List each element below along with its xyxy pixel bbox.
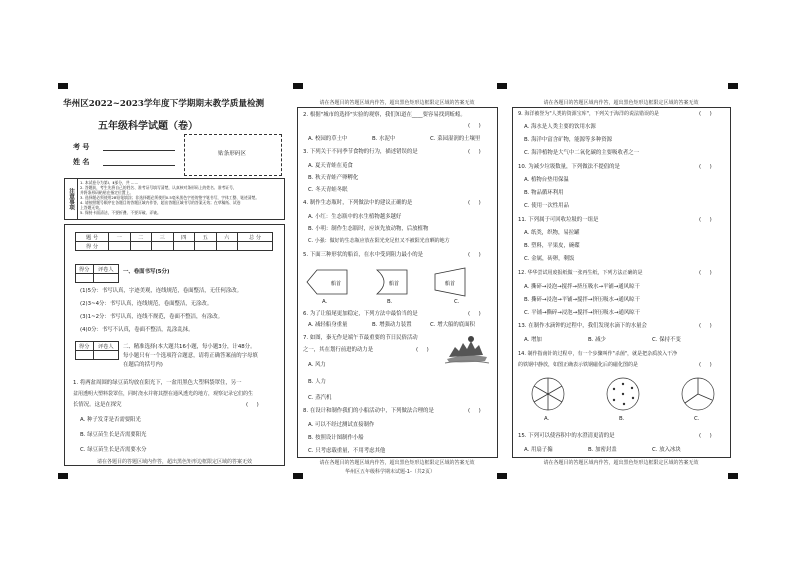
exam-no-field[interactable] bbox=[103, 150, 175, 151]
q10-stem: 10. 为减少垃圾数量，下列做法不提倡的是 bbox=[518, 164, 620, 170]
score-cell[interactable] bbox=[216, 242, 238, 251]
notes-heading: 注意事项 bbox=[65, 179, 78, 219]
q9-option: C. 海洋植物是大气中二氧化碳的主要吸收者之一 bbox=[524, 150, 640, 156]
q14-diagram-b bbox=[607, 378, 639, 410]
q3-option: B. 秋天青蛙产卵孵化 bbox=[308, 175, 359, 181]
barcode-label: 贴条形码区 bbox=[218, 151, 246, 157]
q5-option: C. bbox=[454, 299, 460, 305]
q1-option: C. 绿豆苗生长是否需要水分 bbox=[80, 447, 147, 453]
q15-option: B. 加密封盖 bbox=[588, 447, 617, 453]
registration-mark bbox=[58, 473, 68, 479]
grader-reviewer-label: 评卷人 bbox=[93, 342, 119, 351]
notes-line: 5. 保持卡面清洁，不要折叠、不要弄破、弄皱。 bbox=[80, 210, 161, 215]
q11-option: A. 纸类，织物，易拉罐 bbox=[524, 230, 580, 236]
q10-answer-paren[interactable]: ( ) bbox=[699, 164, 712, 170]
q14-stem: 的铁钢中静放，如图正确表示铁钢磁化后的磁化图的是 bbox=[518, 362, 639, 368]
q12-option: A. 撕碎→浸泡→搅拌→挤压吸水→平铺→通风晾干 bbox=[524, 284, 640, 290]
score-cell[interactable] bbox=[195, 242, 217, 251]
q6-option: C. 增大船的底面积 bbox=[430, 322, 475, 328]
q2-option: B. 水泥中 bbox=[372, 136, 396, 142]
q14-option: C. bbox=[694, 416, 700, 422]
q15-option: C. 放入冰块 bbox=[652, 447, 681, 453]
q5-option: B. bbox=[387, 299, 393, 305]
registration-mark bbox=[58, 83, 68, 89]
q8-answer-paren[interactable]: ( ) bbox=[468, 408, 481, 414]
q10-option: B. 物品循环利用 bbox=[524, 190, 564, 196]
score-cell[interactable] bbox=[238, 242, 273, 251]
q1-stem: 长情况。这是在探究 bbox=[73, 402, 122, 408]
q1-option: A. 种子发芽是否需要阳光 bbox=[80, 417, 141, 423]
boundary-notice: 请在各题目的答题区域内作答，超出黑色矩形边框限定区域的答案无效 bbox=[543, 100, 699, 106]
q15-option: A. 用扇子搧 bbox=[524, 447, 553, 453]
score-cell[interactable] bbox=[130, 242, 152, 251]
section2-title: 二、精准选择(本大题共16小题，每小题3分，计48分。 bbox=[123, 344, 256, 350]
grader-reviewer-cell[interactable] bbox=[93, 351, 119, 360]
q11-option: B. 塑料，平果皮，碗碟 bbox=[524, 243, 580, 249]
q7-dragon-boat-image bbox=[445, 333, 489, 365]
section1-item: (4)0分：书写不认真，卷面不整洁，乱涂乱抹。 bbox=[80, 327, 194, 333]
name-field[interactable] bbox=[103, 165, 175, 166]
q5-bow-label-c: 船首 bbox=[445, 281, 456, 287]
q4-option: B. 小明：制作生态瓶时，应该先放动物，后放植物 bbox=[308, 226, 429, 232]
q6-stem: 6. 为了让船尾更加稳定，下列方法中最恰当的是 bbox=[303, 311, 418, 317]
q7-stem: 之一，其在划行前进的动力是 bbox=[303, 347, 374, 353]
q13-option: C. 保持不变 bbox=[652, 337, 681, 343]
q14-stem: 14. 制作指南针的过程中，有一个步骤叫作"杀菌"，就是把杂质放入干净 bbox=[518, 351, 678, 357]
q12-option: B. 撕碎→浸泡→平铺→搅拌→挤压吸水→通风晾干 bbox=[524, 297, 640, 303]
q2-option: C. 菜园湿润的土壤里 bbox=[430, 136, 481, 142]
barcode-area bbox=[184, 134, 282, 176]
registration-mark bbox=[728, 473, 738, 479]
q9-option: B. 海洋中富含矿物，能源等多种资源 bbox=[524, 137, 612, 143]
q3-option: A. 夏天青蛙在觅食 bbox=[308, 163, 353, 169]
score-cell[interactable] bbox=[173, 242, 195, 251]
q12-stem: 12. 华华尝试用废报纸做一张再生纸，下列方法正确的是 bbox=[518, 270, 643, 276]
subject-title: 五年级科学试题（卷） bbox=[98, 121, 198, 132]
q13-answer-paren[interactable]: ( ) bbox=[699, 323, 712, 329]
q2-answer-paren[interactable]: ( ) bbox=[468, 123, 481, 129]
q9-stem: 9. 海洋被誉为"人类的资源宝库"，下列关于海洋的说法错误的是 bbox=[518, 111, 659, 117]
grader-box bbox=[75, 264, 119, 283]
q14-option: A. bbox=[544, 416, 550, 422]
score-table-header: 四 bbox=[173, 233, 195, 242]
q15-answer-paren[interactable]: ( ) bbox=[699, 433, 712, 439]
q13-stem: 13. 在制作水滴钟的过程中，我们发现水滴下的水量会 bbox=[518, 323, 647, 329]
page-footer: 华州区五年级科学期末试题-1-（共2页） bbox=[345, 469, 435, 475]
q12-answer-paren[interactable]: ( ) bbox=[699, 270, 712, 276]
score-table-header: 二 bbox=[130, 233, 152, 242]
q11-answer-paren[interactable]: ( ) bbox=[699, 217, 712, 223]
registration-mark bbox=[728, 83, 738, 89]
q7-stem: 7. 如图，秦无作是端午节最重要的节日民俗活动 bbox=[303, 335, 418, 341]
q14-option: B. bbox=[619, 416, 625, 422]
notes-line: 2. 答题前，考生先将自己的姓名、准考证号填写清楚，认真核对条形码上的姓名、准考证号， bbox=[80, 185, 237, 190]
q6-option: A. 减轻船身重量 bbox=[308, 322, 348, 328]
q7-option: B. 人力 bbox=[308, 379, 326, 385]
q1-option: B. 绿豆苗生长是否需要阳光 bbox=[80, 432, 147, 438]
grader-box bbox=[75, 341, 119, 360]
q11-stem: 11. 下列属于可回收垃圾的一组是 bbox=[518, 217, 599, 223]
q8-stem: 8. 在设计和制作我们的小船活动中，下列做法合理的是 bbox=[303, 408, 434, 414]
q5-answer-paren[interactable]: ( ) bbox=[468, 252, 481, 258]
boundary-notice: 请在各题目的答题区域内作答，超出黑色矩形边框限定区域的答案无效 bbox=[319, 460, 475, 466]
name-label: 姓 名 bbox=[73, 158, 90, 166]
boundary-notice: 请在各题目的答题区域内作答，超出黑色矩形边框限定区域的答案无效 bbox=[96, 459, 252, 465]
score-table-header: 五 bbox=[195, 233, 217, 242]
score-table-header: 三 bbox=[152, 233, 174, 242]
q8-option: A. 可以不经过测试直接制作 bbox=[308, 422, 375, 428]
q4-stem: 4. 制作生态瓶时，下列做法中的建议正确的是 bbox=[303, 200, 413, 206]
score-table-header: 六 bbox=[216, 233, 238, 242]
notes-line: 3. 选择题必须使用2B铅笔填涂；非选择题必须使用0.5毫米黑色字迹的签字笔书写，字体工整、笔迹清楚。 bbox=[80, 195, 260, 200]
registration-mark bbox=[497, 83, 507, 89]
notes-line: 4. 请按照题号顺序在各题目的答题区域内作答，超出答题区域书写的答案无效；在草稿纸、试卷 bbox=[80, 200, 241, 205]
q15-stem: 15. 下列可以使容积中的水澄清更清的是 bbox=[518, 433, 615, 439]
grader-score-label: 得分 bbox=[76, 265, 94, 274]
q7-option: C. 蒸汽机 bbox=[308, 395, 332, 401]
score-cell[interactable] bbox=[109, 242, 131, 251]
section2-title-cont: 在题后的括号内) bbox=[123, 362, 163, 368]
q8-option: C. 只考虑载重量，不用考虑其他 bbox=[308, 448, 386, 454]
score-table bbox=[75, 232, 273, 251]
score-table-header: 一 bbox=[109, 233, 131, 242]
q10-option: A. 植物台垫用保温 bbox=[524, 177, 569, 183]
q6-answer-paren[interactable]: ( ) bbox=[468, 311, 481, 317]
registration-mark bbox=[293, 83, 303, 89]
q10-option: C. 使用一次性用品 bbox=[524, 203, 569, 209]
q7-option: A. 风力 bbox=[308, 362, 326, 368]
q14-diagram-c bbox=[682, 378, 714, 410]
registration-mark bbox=[293, 473, 303, 479]
q3-option: C. 冬天青蛙冬眠 bbox=[308, 187, 348, 193]
q1-stem: 1. 将两盆周围的绿豆苗均放在阳光下，一盆用黑色大塑料袋罩住，另一 bbox=[73, 380, 242, 386]
q12-option: C. 平铺→撕碎→浸泡→搅拌→挤压吸水→通风晾干 bbox=[524, 310, 641, 316]
q14-magnet-diagrams bbox=[528, 374, 718, 414]
registration-mark bbox=[497, 473, 507, 479]
score-table-row-label: 得 分 bbox=[76, 242, 109, 251]
q9-answer-paren[interactable]: ( ) bbox=[699, 111, 712, 117]
q2-stem: 2. 根据"城市的选择"实验的观察，我们知道在____要容易找到蚯蚓。 bbox=[303, 112, 466, 118]
grader-reviewer-label: 评卷人 bbox=[93, 265, 119, 274]
score-table-header: 总 分 bbox=[238, 233, 273, 242]
q11-option: C. 金属，砖卵，剩饭 bbox=[524, 256, 575, 262]
section1-item: (3)1~2分：书写认真，连线不规范，卷面不整洁，有涂改。 bbox=[80, 314, 223, 320]
q7-answer-paren[interactable]: ( ) bbox=[416, 347, 429, 353]
q5-ship-bow-figures bbox=[305, 264, 485, 300]
notes-line: 并将条形码粘贴在指定位置上。 bbox=[80, 190, 134, 195]
q6-option: B. 增强动力装置 bbox=[372, 322, 412, 328]
q1-stem: 盆用透明大塑料袋罩住，同时浇水并将其摆在通风透光的地方，观察记录它们的生 bbox=[73, 391, 254, 397]
q1-answer-paren[interactable]: ( ) bbox=[246, 402, 259, 408]
q5-bow-label-b: 船首 bbox=[389, 281, 400, 287]
grader-score-cell[interactable] bbox=[76, 351, 94, 360]
q5-stem: 5. 下面三种形状的船首，在水中受到阻力最小的是 bbox=[303, 252, 424, 258]
section2-title-cont: 每小题只有一个选项符合题意，请将正确答案前的字母填 bbox=[123, 353, 258, 359]
q14-diagram-a bbox=[532, 378, 564, 410]
q13-option: A. 增加 bbox=[524, 337, 542, 343]
q5-bow-label-a: 船首 bbox=[331, 281, 342, 287]
q14-answer-paren[interactable]: ( ) bbox=[699, 362, 712, 368]
notes-line: 上答题无效。 bbox=[80, 205, 103, 210]
q4-option: A. 小红：生态瓶中的水生植物越多越好 bbox=[308, 214, 402, 220]
grader-score-label: 得分 bbox=[76, 342, 94, 351]
section1-item: (2)3~4分：书写认真，连线规范，卷面整洁，无涂改。 bbox=[80, 301, 213, 307]
q2-option: A. 校园的草土中 bbox=[308, 136, 348, 142]
score-cell[interactable] bbox=[152, 242, 174, 251]
section1-title: 一、卷面书写(5分) bbox=[123, 269, 170, 275]
q4-option: C. 小强：做好的生态瓶应放在阳光充足但又不被阳光直晒的地方 bbox=[308, 238, 450, 244]
q9-option: A. 海水是人类主要的饮用水源 bbox=[524, 124, 596, 130]
grader-score-cell[interactable] bbox=[76, 274, 94, 283]
q8-option: B. 按照设计图制作小船 bbox=[308, 435, 364, 441]
section1-item: (1)5分：书写认真，字迹美观，连线规范，卷面整洁，无任何涂改。 bbox=[80, 288, 243, 294]
boundary-notice: 请在各题目的答题区域内作答，超出黑色矩形边框限定区域的答案无效 bbox=[543, 460, 699, 466]
exam-no-label: 考 号 bbox=[73, 143, 90, 151]
q3-stem: 3. 下列关于不同季节食物的行为，描述错误的是 bbox=[303, 149, 418, 155]
grader-reviewer-cell[interactable] bbox=[93, 274, 119, 283]
score-table-header: 题 号 bbox=[76, 233, 109, 242]
exam-title: 华州区2022~2023学年度下学期期末教学质量检测 bbox=[63, 99, 265, 109]
q13-option: B. 减少 bbox=[588, 337, 606, 343]
q3-answer-paren[interactable]: ( ) bbox=[468, 149, 481, 155]
q4-answer-paren[interactable]: ( ) bbox=[468, 200, 481, 206]
notes-line: 1. 本试卷分为第Ⅰ、Ⅱ部分，共 …… bbox=[80, 180, 139, 185]
q5-option: A. bbox=[322, 299, 328, 305]
boundary-notice: 请在各题目的答题区域内作答，超出黑色矩形边框限定区域的答案无效 bbox=[319, 100, 475, 106]
notes-box bbox=[64, 178, 285, 220]
